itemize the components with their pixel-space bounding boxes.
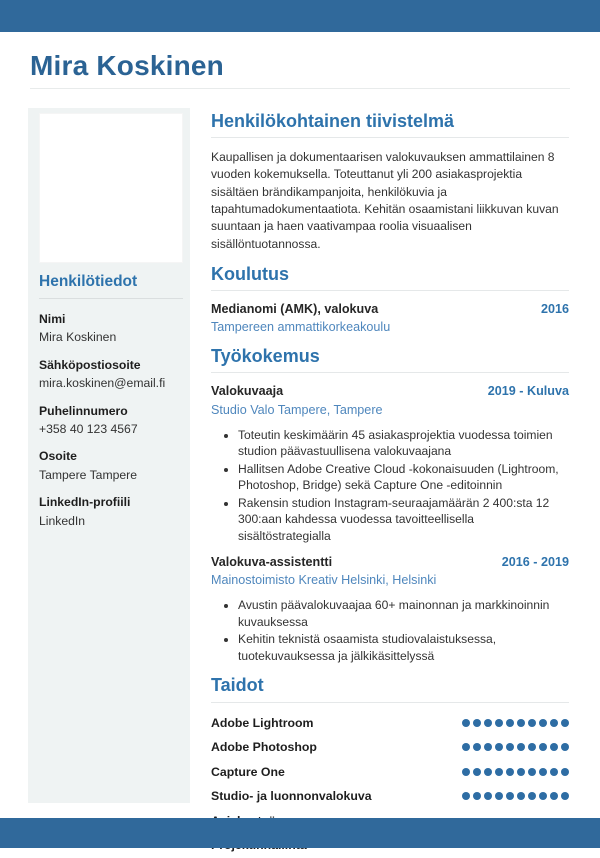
job-title: Valokuvaaja (211, 384, 284, 399)
contact-field-value: +358 40 123 4567 (39, 421, 138, 436)
skill-dot (528, 792, 536, 800)
experience-entry (211, 555, 569, 664)
skill-dot (539, 743, 547, 751)
experience-section-title: Työkokemus (211, 346, 320, 367)
education-date: 2016 (540, 302, 569, 317)
contact-field-label: Sähköpostiosoite (39, 357, 141, 372)
photo-placeholder (39, 113, 183, 263)
section-divider (211, 290, 569, 291)
page-title: Mira Koskinen (30, 50, 224, 81)
skill-row (211, 711, 569, 736)
skill-dot (506, 768, 514, 776)
contact-field-label: LinkedIn-profiili (39, 495, 131, 510)
skill-level-dots (462, 768, 569, 776)
skill-dot (506, 719, 514, 727)
contact-field (39, 495, 183, 528)
skill-dot (528, 768, 536, 776)
skill-dot (462, 792, 470, 800)
skill-dot (495, 743, 503, 751)
contact-field-label: Osoite (39, 449, 77, 464)
skill-dot (506, 792, 514, 800)
school-name: Tampereen ammattikorkeakoulu (211, 320, 391, 335)
skill-dot (473, 743, 481, 751)
section-divider (211, 137, 569, 138)
sidebar (28, 108, 190, 803)
summary-section-title: Henkilökohtainen tiivistelmä (211, 111, 455, 131)
contact-field-label: Puhelinnumero (39, 403, 128, 418)
skill-level-dots (462, 743, 569, 751)
skill-dot (473, 792, 481, 800)
top-accent-bar (0, 0, 600, 32)
skill-dot (539, 719, 547, 727)
main-content (211, 108, 569, 858)
skill-dot (495, 792, 503, 800)
job-dates: 2016 - 2019 (501, 555, 569, 570)
education-entry (211, 302, 569, 335)
degree-title: Medianomi (AMK), valokuva (211, 302, 379, 317)
skill-dot (539, 768, 547, 776)
education-section-title: Koulutus (211, 263, 289, 284)
skill-dot (550, 792, 558, 800)
experience-bullet: • Toteutin keskimäärin 45 asiakasprojektia vuodessa toimien studion päävastuullisena valokuvaajana (238, 427, 569, 460)
experience-bullet: • Kehitin teknistä osaamista studiovalaistuksessa, tuotekuvauksessa ja jälkikäsittelyssä (238, 631, 569, 664)
contact-field-label: Nimi (39, 312, 66, 326)
skill-dot (473, 719, 481, 727)
skill-dot (517, 768, 525, 776)
job-title: Valokuva-assistentti (211, 555, 333, 570)
contact-field-value: Mira Koskinen (39, 330, 117, 345)
section-divider (211, 702, 569, 703)
skill-dot (484, 719, 492, 727)
skill-dot (561, 792, 569, 800)
section-divider (211, 372, 569, 373)
skills-section-title: Taidot (211, 675, 264, 696)
header-divider (30, 88, 570, 89)
skill-name: Capture One (211, 764, 285, 779)
skill-dot (462, 719, 470, 727)
skill-dot (561, 719, 569, 727)
skill-row (211, 760, 569, 785)
skill-dot (495, 719, 503, 727)
experience-entry-header (211, 384, 569, 399)
skill-row (211, 735, 569, 760)
skill-dot (539, 792, 547, 800)
skill-dot (550, 768, 558, 776)
experience-entry (211, 384, 569, 544)
skill-dot (484, 743, 492, 751)
contact-field (39, 312, 183, 345)
section-summary (211, 111, 569, 253)
summary-text: Kaupallisen ja dokumentaarisen valokuvauksen ammattilainen 8 vuoden kokemuksella. Toteuttanut yli 200 asiakasprojektia sisältäen brändikampanjoita, henkilökuvia ja tapahtumadokumentaatiota. Kehitän osaamistani liikkuvan kuvan suuntaan ja haen vaativampaa roolia visuaalisen sisällöntuotannossa. (211, 150, 559, 251)
job-dates: 2019 - Kuluva (487, 384, 569, 399)
skill-dot (462, 768, 470, 776)
skill-name: Adobe Lightroom (211, 715, 314, 730)
skill-dot (528, 743, 536, 751)
contact-field-value: Tampere Tampere (39, 467, 137, 482)
skill-dot (561, 768, 569, 776)
contact-field (39, 404, 183, 437)
skill-dot (484, 792, 492, 800)
education-entry-header (211, 302, 569, 317)
skill-dot (561, 743, 569, 751)
experience-bullet-list (211, 597, 569, 664)
experience-bullet-list (211, 427, 569, 545)
experience-bullet: • Hallitsen Adobe Creative Cloud -kokonaisuuden (Lightroom, Photoshop, Bridge) sekä Capture One -editoinnin (238, 461, 569, 494)
skill-dot (528, 719, 536, 727)
section-experience (211, 346, 569, 664)
skill-dot (495, 768, 503, 776)
section-education (211, 264, 569, 335)
skill-dot (550, 743, 558, 751)
skill-name: Studio- ja luonnonvalokuva (211, 789, 372, 804)
skill-level-dots (462, 792, 569, 800)
skill-dot (550, 719, 558, 727)
sidebar-title: Henkilötiedot (39, 273, 138, 290)
bottom-accent-bar (0, 818, 600, 848)
experience-entry-header (211, 555, 569, 570)
skill-dot (462, 743, 470, 751)
skill-dot (517, 792, 525, 800)
skill-dot (506, 743, 514, 751)
contact-field (39, 358, 183, 391)
skill-dot (484, 768, 492, 776)
experience-bullet: • Avustin päävalokuvaajaa 60+ mainonnan ja markkinoinnin kuvauksessa (238, 597, 569, 630)
skill-name: Adobe Photoshop (211, 740, 317, 755)
skill-level-dots (462, 719, 569, 727)
skill-dot (517, 743, 525, 751)
sidebar-divider (39, 298, 183, 299)
contact-field-value: mira.koskinen@email.fi (39, 376, 166, 391)
contact-field-value: LinkedIn (39, 513, 86, 528)
skill-dot (517, 719, 525, 727)
contact-field (39, 449, 183, 482)
skill-dot (473, 768, 481, 776)
experience-bullet: • Rakensin studion Instagram-seuraajamäärän 2 400:sta 12 300:aan kahdessa vuodessa tavoitteellisella sisältöstrategialla (238, 495, 569, 545)
company-name: Studio Valo Tampere, Tampere (211, 402, 383, 417)
skill-row (211, 784, 569, 809)
company-name: Mainostoimisto Kreativ Helsinki, Helsinki (211, 573, 437, 588)
